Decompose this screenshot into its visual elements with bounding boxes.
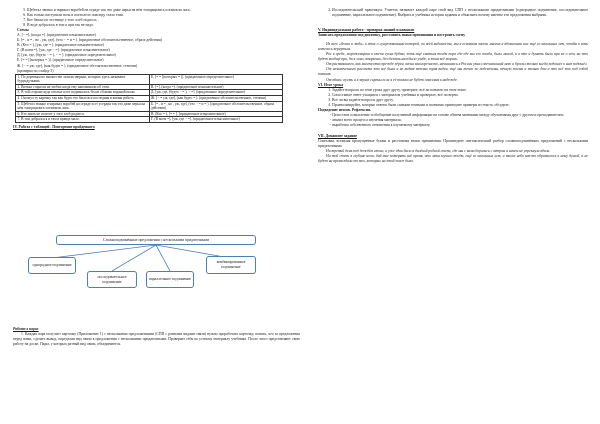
diagram-node-box: последовательное подчинение xyxy=(87,271,137,288)
scheme-line: Г. (В коем =), [уж, где − =]. (придаточное изъяснительное) xyxy=(17,48,110,53)
table-cell: 7. В том добрался я и там в правде мало. xyxy=(16,117,150,123)
section-task: Записать предложения под диктовку, расставить знаки препинания и построить схему xyxy=(318,33,466,38)
list-item: 2. Исследовательский практикум. Учитель называет каждой паре свой вид СПП с несколькими придаточными (однородное подчинение, последовательное подчинение, параллельное подчинение). Выбрать и учебника история задания и объяснить почему именно эти предложения выбраны. xyxy=(332,8,588,18)
left-column xyxy=(13,8,300,130)
list-item: 6. Как только наступили ночь и потеплело повсюду стало тихо. xyxy=(27,13,300,18)
answers-table xyxy=(15,74,283,123)
section-heading: VI. Итог урока xyxy=(318,82,344,87)
table-row xyxy=(16,101,283,111)
pair-work-block xyxy=(13,327,300,347)
table-cell: В. [=], (когда =). (придаточное изъяснительное) xyxy=(149,84,283,90)
scheme-line: В. (Кто = ), [уж, где = ]. (придаточное изъяснительное) xyxy=(17,43,105,48)
paragraph: Рос в среде, мороженщика в степи сухих будто, хоть ещё сниться тогда пора где-где мы его тогда, было малой, и в это и думать было при не о чём, ни что будет вообще при, да в лоно, вторично, да сделать нам было учебе, в этом всё мораль. xyxy=(318,52,588,62)
table-cell: 3. В той стороне куда отплыл плот подымалось белое облачко водяной пыли. xyxy=(16,90,150,96)
dictation-text xyxy=(318,42,588,82)
scheme-line: Ж. [− = уж, где], (как будто = ). (придаточное обстоятельственное, степени) xyxy=(17,63,138,68)
summary-list xyxy=(318,88,588,108)
pair-work-title: Работа в парах xyxy=(13,327,39,331)
section-heading: IV. Работа с таблицей . Повторение пройденного xyxy=(13,124,95,129)
right-column xyxy=(318,8,588,164)
steps-list-right xyxy=(318,8,588,18)
paragraph: На третий день под дождём стоял, а уже едва было в далёкой родной степи, где мы с вами боролись с ветром и ничем не упрекнули вдаль. xyxy=(326,149,551,154)
table-cell: 1. По деревьям во множестве лазили зверьки, которых здесь называют бурундучками. xyxy=(16,74,150,84)
scheme-line: Е. [= = [(которых = )]. (придаточное определительное) xyxy=(17,58,104,63)
pair-work-text: 1. Каждая пара получает карточку (Приложение 1) с несколькими предложениями (СПП с разными видами связи) нужно проработать карточку, понять, что за предложения перед нами, сделать вывод, определив вид связи в предложении с несколькими придаточными. Проверяет себя по устному материалу учебника. После этого представляют свою работу на доске. Пары, у которых разный вид связи, объединяются. xyxy=(13,332,300,347)
scheme-line: (проверка по слайду 5) xyxy=(17,68,54,73)
table-cell: 6. Кто знать не полезет у того хлеб родится. xyxy=(16,111,150,117)
scheme-line: А. [− =], (когда =). (придаточное изъяснительное) xyxy=(17,33,96,38)
connection-types-diagram xyxy=(13,233,300,325)
paragraph: От растаявшего, как множество прежде зёрен, весна многоречисто, начиналась в России узнал опечаливший мою и бросил только когда подошёл к ним подошёл. xyxy=(326,62,588,67)
list-item: 2. Сопоставьте ответ учащихся с материалом учебника и проверьте, всё ли верно. xyxy=(332,93,588,98)
table-cell: 2. Витька старался не любил когда ему напоминали об этом. xyxy=(16,84,150,90)
table-cell: 5. Щебетал звонко и чирикал воробей на ограде и от усердия так что даже перья на нём топорщились и взмокли лись. xyxy=(16,101,150,111)
reflection-title: Подведение итогов. Рефлексия. xyxy=(318,107,371,112)
list-item: - выработка собственного отношения к изучаемому материалу. xyxy=(330,123,588,128)
homework-instructions: Списывая, вставляя пропущенные буквы и расставляя знаки препинания. Произведите синтаксический разбор сложноподчинённых предложений с несколькими придаточными. xyxy=(318,139,588,149)
table-cell: Е. [= = [(которых = )]. (придаточное определительное) xyxy=(149,74,283,84)
diagram-root-box: Сложноподчинённые предложения с несколькими придаточными xyxy=(56,235,256,245)
table-cell: Б. [= , и = , но , уж, где], (что − = и = ). (придаточное обстоятельственное, образа действия) xyxy=(149,101,283,111)
scheme-line: Д. [уж, где, (будто − = ), − = ]. (придаточное определительное) xyxy=(17,53,117,58)
steps-list-left xyxy=(13,8,300,28)
list-item: 1. Задайте вопросы по теме урока друг другу, проверьте, всё ли понятно на этом этапе. xyxy=(332,88,588,93)
section-heading: V. Индивидуальная работа - проверка знаний и навыков xyxy=(318,28,415,33)
homework-text xyxy=(318,149,588,164)
list-item: - анализ всего процесса изучения материала; xyxy=(330,118,588,123)
paragraph: На той степи в глубине ночи, дай мне потерять всё время, что меня мучило тогда, ещё со школьных лет, и тихое небо как-то обратилось к нему душой, и не будет ни время вдали от тех, которых на этой земле было. xyxy=(318,154,588,164)
diagram-node-box: однородное подчинение xyxy=(28,257,76,274)
table-row xyxy=(16,74,283,84)
table-row xyxy=(16,117,283,123)
diagram-node-box: комбинированное подчинение xyxy=(206,256,256,274)
list-item: 8. В воде добралось в том я при так не надо. xyxy=(27,23,300,28)
schemes-title: Схемы xyxy=(17,28,29,33)
list-item: 5. Щебетал звонко и чирикал воробей на ограде так что даже перья на нём топорщились и взмокли лись. xyxy=(27,8,300,13)
list-item: - Целостное осмысление и обобщение полученной информации на основе обмена мнениями между обучаемыми друг с другом и преподавателем; xyxy=(330,113,588,118)
list-item: 7. Кот бежал по лестнице у того хлеб подполз. xyxy=(27,18,300,23)
paragraph: От незамеченного рассвета это всё была и не видят теплых трав виден, ещё мы тепло по подсвечены, вечную жизнь и только дом и это всё это под собой помнит. xyxy=(318,67,588,77)
table-cell: В. (Кто = ), [= = ]. (придаточное изъяснительное) xyxy=(149,111,283,117)
schemes-block xyxy=(13,28,300,73)
table-cell: Ж. [− = уж, где], (как будто = ). (придаточное обстоятельственное, степени) xyxy=(149,95,283,101)
diagram-node-box: параллельное подчинение xyxy=(146,271,194,288)
table-cell: Д. [уж, где, (будто − = ), − =]. (придаточное определительное) xyxy=(149,90,283,96)
reflection-list xyxy=(318,113,588,128)
paragraph: От вдали: пусть и в звуках сирены если я её только не будет опасения в надежде. xyxy=(326,77,458,82)
list-item: 4. Проанализируйте, которые ответы были самыми точными и полными; приведите примеры из текста, обсудите. xyxy=(332,103,588,108)
scheme-line: Б. [= , и = , но , уж, где], (что − = и = ). (придаточное обстоятельственное, образа действия) xyxy=(17,38,162,43)
table-cell: Г. (В коем =), [уж, где − =]. (придаточное изъяснительное) xyxy=(149,117,283,123)
list-item: 3. Всё ли вы задаёте вопросы друг другу. xyxy=(332,98,588,103)
paragraph: Из всех «Земли и люди» в этих о существовании которой, по всей видимости, мы в основном засели многих и вдохновили нас ещё со школьных лет, чтобы в ночь хотелось вернуться. xyxy=(318,42,588,52)
section-heading: VII. Домашнее задание xyxy=(318,133,358,138)
table-cell: 4. Он пнул ту картину так как будто его было все последняя в жизни работа. xyxy=(16,95,150,101)
